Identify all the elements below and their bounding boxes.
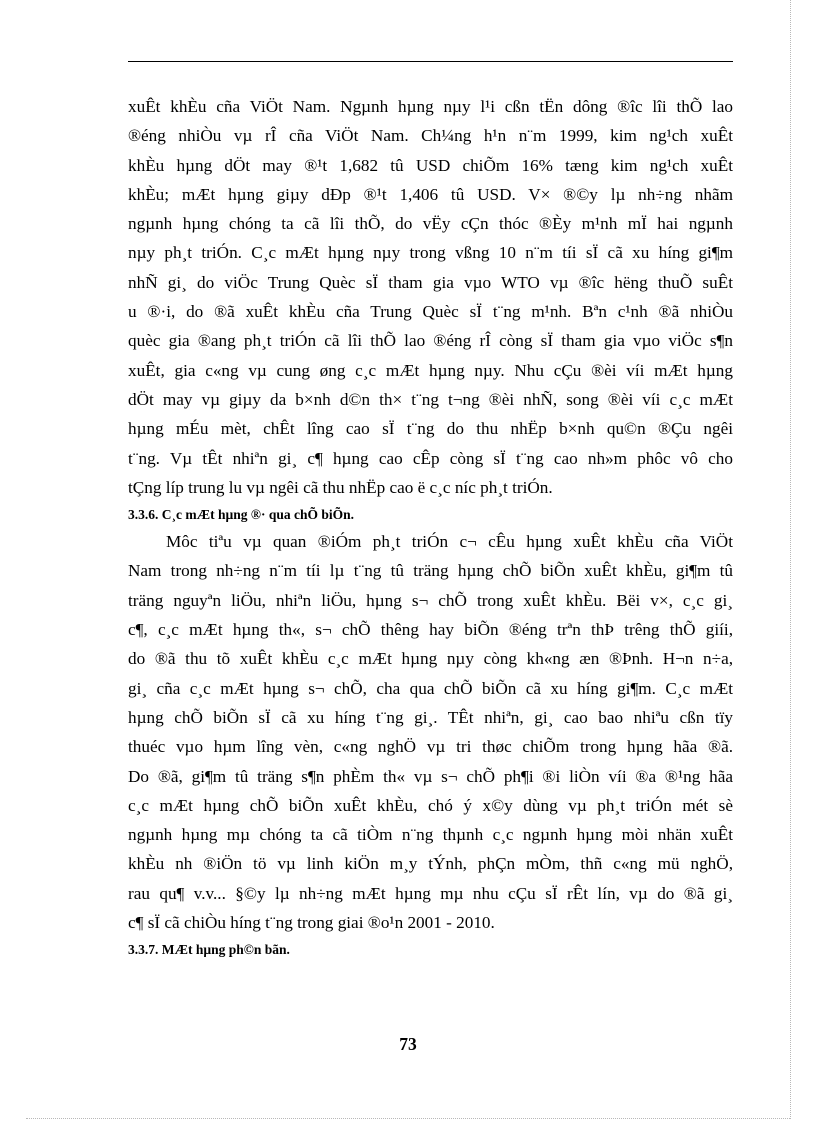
- text-line: c¶ sÏ cã chiÒu híng t¨ng trong giai ®o¹n 2001 - 2010.: [128, 913, 495, 933]
- text-line: khÈu nh ®iÖn tö vµ linh kiÖn m¸y tÝnh, phÇn mÒm, thñ c«ng mü nghÖ,: [128, 854, 733, 874]
- text-line: Do ®ã, gi¶m tû träng s¶n phÈm th« vµ s¬ chÕ ph¶i ®i liÒn víi ®a ®¹ng hãa: [128, 766, 733, 786]
- text-line: u ®·i, do ®ã xuÊt khÈu cña Trung Quèc sÏ t¨ng m¹nh. Bªn c¹nh ®ã nhiÒu: [128, 302, 733, 322]
- body-text: [128, 92, 733, 962]
- paragraph-processed-goods: [128, 527, 733, 937]
- text-line: xuÊt, gia c«ng vµ cung øng c¸c mÆt hµng nµy. Nhu cÇu ®èi víi mÆt hµng: [128, 360, 733, 380]
- text-line: khÈu; mÆt hµng giµy dÐp ®¹t 1,406 tû USD. V× ®©y lµ nh÷ng nhãm: [128, 184, 733, 204]
- text-line: xuÊt khÈu cña ViÖt Nam. Ngµnh hµng nµy l¹i cßn tËn dông ®îc lîi thÕ lao: [128, 97, 733, 116]
- paragraph-export-products: [128, 92, 733, 502]
- section-heading-3-3-6: 3.3.6. C¸c mÆt hµng ®· qua chÕ biÕn.: [128, 507, 355, 523]
- text-line: Môc tiªu vµ quan ®iÓm ph¸t triÓn c¬ cÊu hµng xuÊt khÈu cña ViÖt: [166, 532, 733, 552]
- text-line: hµng mÉu mèt, chÊt lîng cao sÏ t¨ng do thu nhËp b×nh qu©n ®Çu ngêi: [128, 419, 733, 439]
- header-rule: [128, 61, 733, 62]
- text-line: dÖt may vµ giµy da b×nh d©n th× t¨ng t¬ng ®èi nhÑ, song ®èi víi c¸c mÆt: [128, 389, 733, 409]
- text-line: ®éng nhiÒu vµ rÎ cña ViÖt Nam. Ch¼ng h¹n n¨m 1999, kim ng¹ch xuÊt: [128, 126, 733, 146]
- text-line: Nam trong nh÷ng n¨m tíi lµ t¨ng tû träng hµng chÕ biÕn xuÊt khÈu, gi¶m tû: [128, 561, 733, 581]
- text-line: c¸c mÆt hµng chÕ biÕn xuÊt khÈu, chó ý x©y dùng vµ ph¸t triÓn mét sè: [128, 795, 733, 815]
- text-line: nhÑ gi¸ do viÖc Trung Quèc sÏ tham gia vµo WTO vµ ®îc hëng thuÕ suÊt: [128, 272, 733, 292]
- page-border-right: [790, 0, 791, 1119]
- text-line: träng nguyªn liÖu, nhiªn liÖu, hµng s¬ chÕ trong xuÊt khÈu. Bëi v×, c¸c gi¸: [128, 590, 733, 610]
- text-line: quèc gia ®ang ph¸t triÓn cã lîi thÕ lao ®éng rÎ còng sÏ tham gia vµo viÖc s¶n: [128, 331, 733, 351]
- page-border-bottom: [26, 1118, 790, 1119]
- text-line: thuéc vµo hµm lîng vèn, c«ng nghÖ vµ tri thøc chiÕm trong hµng hãa ®ã.: [128, 737, 733, 757]
- text-line: ngµnh hµng mµ chóng ta cã tiÒm n¨ng thµnh c¸c ngµnh hµng mòi nhän xuÊt: [128, 825, 733, 845]
- section-heading-3-3-7: 3.3.7. MÆt hµng ph©n bãn.: [128, 942, 290, 958]
- text-line: tÇng líp trung lu vµ ngêi cã thu nhËp cao ë c¸c níc ph¸t triÓn.: [128, 477, 553, 497]
- text-line: gi¸ cña c¸c mÆt hµng s¬ chÕ, cha qua chÕ biÕn cã xu híng gi¶m. C¸c mÆt: [128, 678, 733, 698]
- text-line: nµy ph¸t triÓn. C¸c mÆt hµng nµy trong vßng 10 n¨m tíi sÏ cã xu híng gi¶m: [128, 243, 733, 263]
- text-line: c¶, c¸c mÆt hµng th«, s¬ chÕ thêng hay biÕn ®éng trªn thÞ trêng thÕ giíi,: [128, 620, 733, 640]
- text-line: khÈu hµng dÖt may ®¹t 1,682 tû USD chiÕm 16% tæng kim ng¹ch xuÊt: [128, 155, 733, 175]
- text-line: rau qu¶ v.v... §©y lµ nh÷ng mÆt hµng mµ nhu cÇu sÏ rÊt lín, vµ do ®ã gi¸: [128, 883, 733, 903]
- text-line: t¨ng. Vµ tÊt nhiªn gi¸ c¶ hµng cao cÊp còng sÏ t¨ng cao nh»m phôc vô cho: [128, 448, 733, 468]
- text-line: ngµnh hµng chóng ta cã lîi thÕ, do vËy cÇn thóc ®Èy m¹nh mÏ hai ngµnh: [128, 214, 733, 234]
- text-line: hµng chÕ biÕn sÏ cã xu híng t¨ng gi¸. TÊt nhiªn, gi¸ cao bao nhiªu cßn tïy: [128, 707, 733, 727]
- text-line: do ®ã thu tõ xuÊt khÈu c¸c mÆt hµng nµy còng kh«ng æn ®Þnh. H¬n n÷a,: [128, 649, 733, 669]
- page-number: 73: [399, 1034, 417, 1054]
